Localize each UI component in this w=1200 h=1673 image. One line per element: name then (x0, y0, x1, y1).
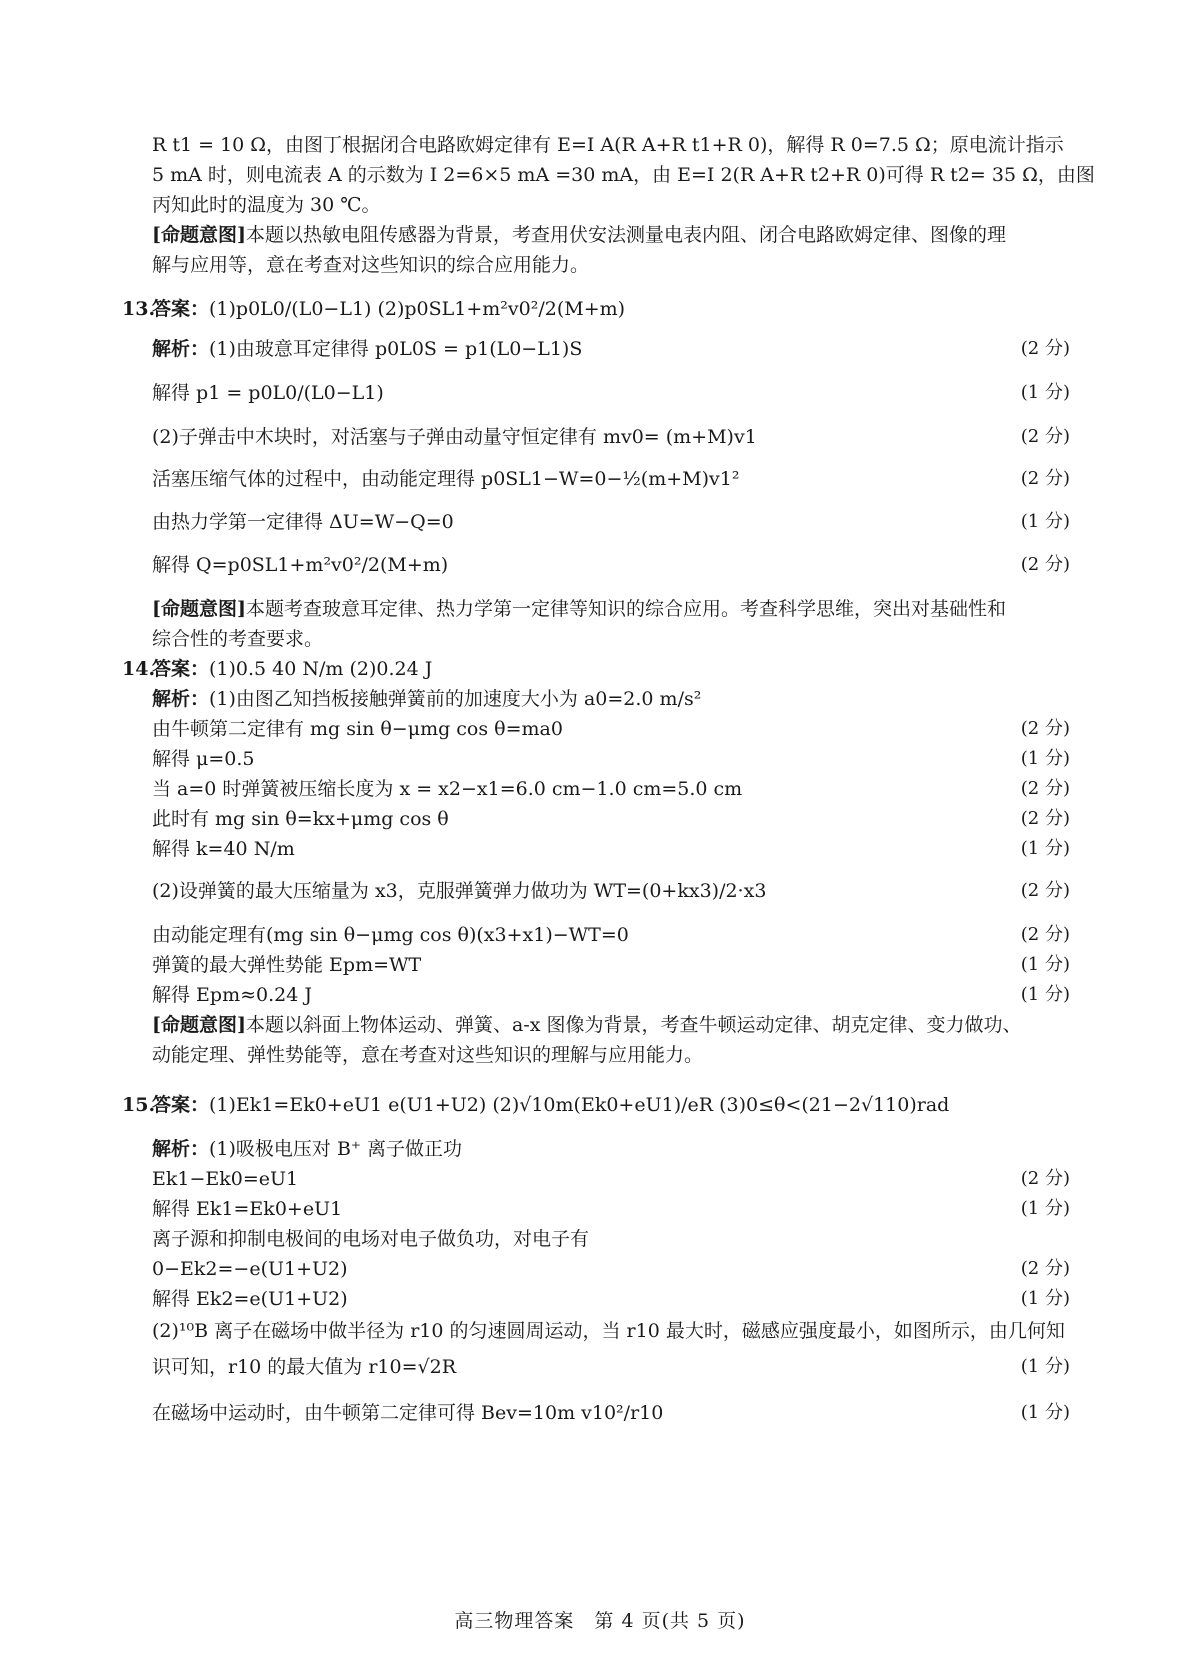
q13-line-3: (2)子弹击中木块时，对活塞与子弹由动量守恒定律有 mv0= (m+M)v1 (2 分) (152, 426, 1070, 448)
q14-line-4: 此时有 mg sin θ=kx+μmg cos θ (2 分) (152, 808, 1070, 830)
intro-intent: [命题意图]本题以热敏电阻传感器为背景，考查用伏安法测量电表内阻、闭合电路欧姆定律、图像的理 (152, 224, 1006, 246)
q14-number: 14. (122, 658, 156, 680)
q14-line-3: 当 a=0 时弹簧被压缩长度为 x = x2−x1=6.0 cm−1.0 cm=5.0 cm (2 分) (152, 778, 1070, 800)
q14-line-2: 解得 μ=0.5 (1 分) (152, 748, 1070, 770)
q13-line-6: 解得 Q=p0SL1+m²v0²/2(M+m) (2 分) (152, 554, 1070, 576)
q15-number: 15. (122, 1094, 156, 1116)
q13-line-5: 由热力学第一定律得 ΔU=W−Q=0 (1 分) (152, 511, 1070, 533)
q15-answer: 答案：(1)Ek1=Ek0+eU1 e(U1+U2) (2)√10m(Ek0+eU1)/eR (3)0≤θ<(21−2√110)rad (152, 1094, 950, 1116)
q14-line-6: (2)设弹簧的最大压缩量为 x3，克服弹簧弹力做功为 WT=(0+kx3)/2·x3 (2 分) (152, 880, 1070, 902)
q15-line-2: 解得 Ek1=Ek0+eU1 (1 分) (152, 1198, 1070, 1220)
q14-line-9: 解得 Epm≈0.24 J (1 分) (152, 984, 1070, 1006)
q14-answer: 答案：(1)0.5 40 N/m (2)0.24 J (152, 658, 433, 680)
q13-number: 13. (122, 298, 156, 320)
q15-p2-line-1: (2)¹⁰B 离子在磁场中做半径为 r10 的匀速圆周运动，当 r10 最大时，磁感应强度最小，如图所示，由几何知 (152, 1320, 1065, 1342)
q14-intent-cont: 动能定理、弹性势能等，意在考查对这些知识的理解与应用能力。 (152, 1044, 704, 1066)
q15-line-1: Ek1−Ek0=eU1 (2 分) (152, 1168, 1070, 1190)
q14-line-8: 弹簧的最大弹性势能 Epm=WT (1 分) (152, 954, 1070, 976)
q13-line-2: 解得 p1 = p0L0/(L0−L1) (1 分) (152, 382, 1070, 404)
q13-line-1: 解析：(1)由玻意耳定律得 p0L0S = p1(L0−L1)S (2 分) (152, 338, 1070, 360)
q15-first: 解析：(1)吸极电压对 B⁺ 离子做正功 (152, 1138, 463, 1160)
q14-line-7: 由动能定理有(mg sin θ−μmg cos θ)(x3+x1)−WT=0 (2 分) (152, 924, 1070, 946)
intro-line-1: R t1 = 10 Ω，由图丁根据闭合电路欧姆定律有 E=I A(R A+R t1+R 0)，解得 R 0=7.5 Ω；原电流计指示 (152, 134, 1064, 156)
q15-line-3: 离子源和抑制电极间的电场对电子做负功，对电子有 (152, 1228, 590, 1250)
q15-line-5: 解得 Ek2=e(U1+U2) (1 分) (152, 1288, 1070, 1310)
intro-line-2: 5 mA 时，则电流表 A 的示数为 I 2=6×5 mA =30 mA，由 E=I 2(R A+R t2+R 0)可得 R t2= 35 Ω，由图 (152, 164, 1095, 186)
intro-intent-cont: 解与应用等，意在考查对这些知识的综合应用能力。 (152, 254, 590, 276)
q14-line-5: 解得 k=40 N/m (1 分) (152, 838, 1070, 860)
q15-line-4: 0−Ek2=−e(U1+U2) (2 分) (152, 1258, 1070, 1280)
intro-line-3: 丙知此时的温度为 30 ℃。 (152, 194, 381, 216)
q15-p2-line-2: 识可知，r10 的最大值为 r10=√2R (1 分) (152, 1356, 1070, 1378)
q15-p2-line-3: 在磁场中运动时，由牛顿第二定律可得 Bev=10m v10²/r10 (1 分) (152, 1402, 1070, 1424)
q13-answer: 答案：(1)p0L0/(L0−L1) (2)p0SL1+m²v0²/2(M+m) (152, 298, 626, 320)
q14-intent: [命题意图]本题以斜面上物体运动、弹簧、a-x 图像为背景，考查牛顿运动定律、胡克定律、变力做功、 (152, 1014, 1022, 1036)
q14-first: 解析：(1)由图乙知挡板接触弹簧前的加速度大小为 a0=2.0 m/s² (152, 688, 702, 710)
q13-intent-cont: 综合性的考查要求。 (152, 628, 324, 650)
q13-line-4: 活塞压缩气体的过程中，由动能定理得 p0SL1−W=0−½(m+M)v1² (2 分) (152, 468, 1070, 490)
q14-line-1: 由牛顿第二定律有 mg sin θ−μmg cos θ=ma0 (2 分) (152, 718, 1070, 740)
q13-intent: [命题意图]本题考查玻意耳定律、热力学第一定律等知识的综合应用。考查科学思维，突出对基础性和 (152, 598, 1006, 620)
page-footer: 高三物理答案 第 4 页(共 5 页) (454, 1610, 746, 1632)
